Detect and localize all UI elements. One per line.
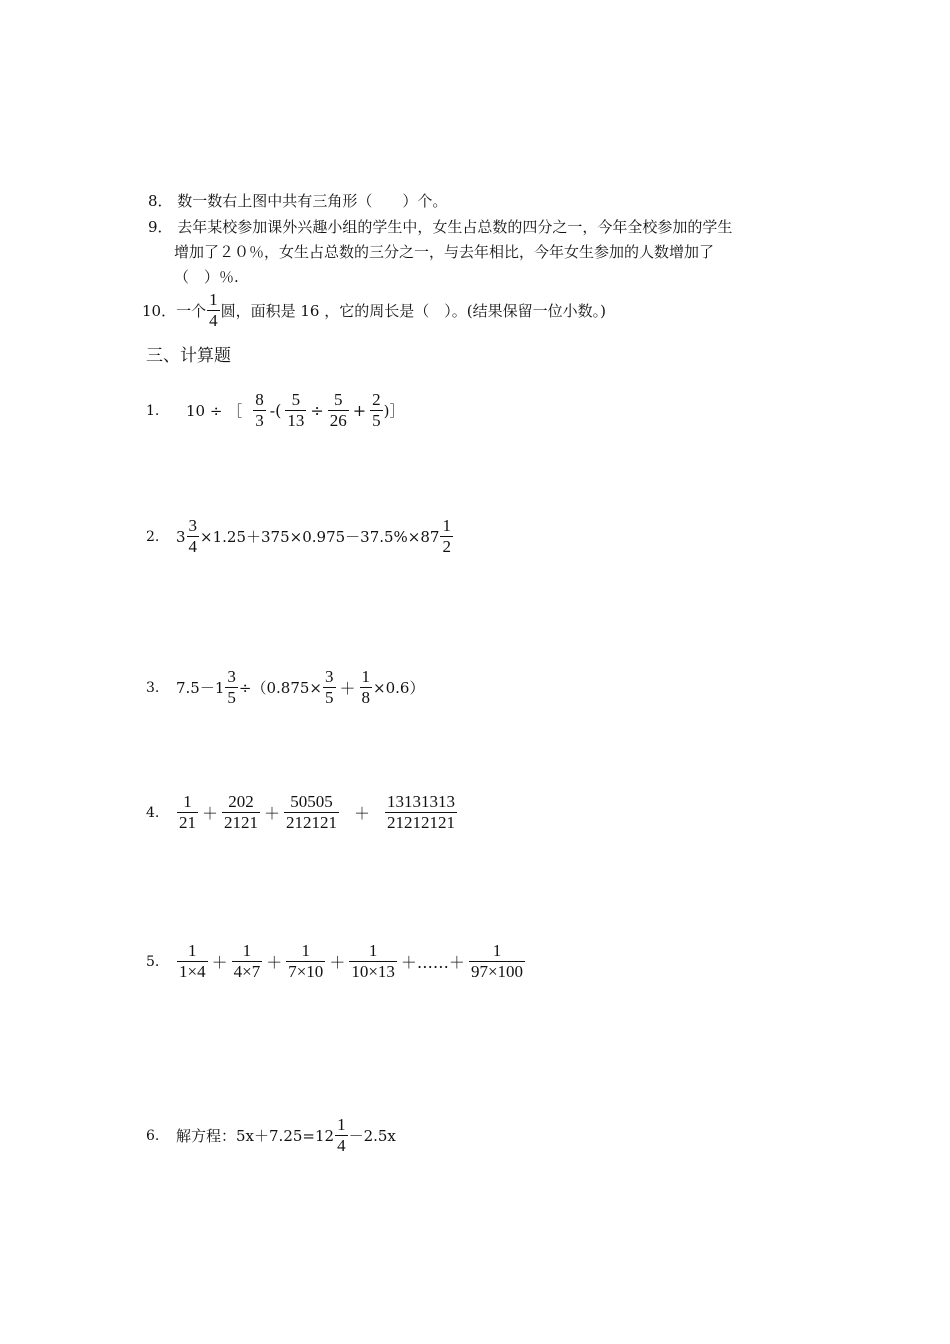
numerator: 13131313 <box>387 792 456 811</box>
denominator: 1×4 <box>179 962 206 981</box>
numerator: 1 <box>492 941 502 960</box>
problem-5 <box>146 941 526 982</box>
fraction <box>222 792 260 833</box>
numerator: 3 <box>325 667 334 686</box>
question-10-suffix: 圆，面积是 16 ，它的周长是（ ）。(结果保留一位小数。) <box>220 301 606 320</box>
fraction <box>253 390 266 431</box>
numerator: 1 <box>368 941 378 960</box>
denominator: 4 <box>337 1136 346 1155</box>
numerator: 2 <box>372 390 381 409</box>
question-8-text: 8． 数一数右上图中共有三角形（ ）个。 <box>148 192 448 210</box>
denominator: 212121 <box>286 813 338 832</box>
numerator: 1 <box>442 516 451 535</box>
numerator: 1 <box>337 1115 346 1134</box>
numerator: 3 <box>227 667 236 686</box>
problem-6-lead: 解方程：5x＋7.25=12 <box>176 1127 335 1145</box>
problem-label: 1. <box>146 402 160 419</box>
fraction <box>328 390 349 431</box>
denominator: 7×10 <box>288 962 324 981</box>
fraction <box>177 792 198 833</box>
fraction <box>385 792 457 833</box>
operator: ÷ <box>310 401 324 420</box>
problem-1 <box>146 390 405 431</box>
problem-label: 6. <box>146 1127 160 1144</box>
denominator: 13 <box>287 411 305 430</box>
denominator: 97×100 <box>470 962 524 981</box>
operator: ＋ <box>211 953 228 972</box>
question-9-line-2: 增加了２０％，女生占总数的三分之一，与去年相比，今年女生参加的人数增加了 <box>174 243 715 261</box>
problem-3-tail: ×0.6） <box>373 679 425 697</box>
fraction <box>469 941 525 982</box>
operator: ＋……＋ <box>400 953 465 972</box>
question-9-line-3: （ ）％. <box>174 268 239 286</box>
problem-4 <box>146 792 458 833</box>
problem-1-tail: )］ <box>383 402 405 420</box>
denominator: 26 <box>329 411 347 430</box>
fraction <box>370 390 383 431</box>
denominator: 2 <box>442 537 451 556</box>
denominator: 4 <box>188 537 198 556</box>
operator: ＋ <box>329 953 346 972</box>
fraction <box>440 516 453 557</box>
question-8 <box>148 190 447 212</box>
problem-6 <box>146 1115 396 1156</box>
problem-2-middle: ×1.25＋375×0.975－37.5%×87 <box>200 528 440 546</box>
section-title: 三、计算题 <box>146 346 231 366</box>
denominator: 3 <box>255 411 264 430</box>
fraction <box>335 1115 348 1156</box>
denominator: 21212121 <box>387 813 456 832</box>
question-10-prefix: 10．一个 <box>142 301 207 320</box>
mixed-whole: 3 <box>176 527 186 546</box>
numerator: 1 <box>209 290 218 309</box>
operator: + <box>352 401 367 420</box>
problem-3-lead: 7.5－1 <box>176 679 225 697</box>
operator: ＋ <box>339 679 356 698</box>
denominator: 2121 <box>224 813 259 832</box>
question-10 <box>142 290 606 331</box>
problem-label: 4. <box>146 804 160 821</box>
numerator: 1 <box>242 941 252 960</box>
problem-2 <box>146 516 454 557</box>
numerator: 5 <box>291 390 301 409</box>
fraction <box>207 290 220 331</box>
numerator: 1 <box>361 667 371 686</box>
numerator: 8 <box>255 390 264 409</box>
denominator: 10×13 <box>351 962 395 981</box>
problem-label: 5. <box>146 953 160 970</box>
question-9-line-1: 9． 去年某校参加课外兴趣小组的学生中，女生占总数的四分之一，今年全校参加的学生 <box>148 218 733 236</box>
operator: ＋ <box>354 804 371 823</box>
fraction <box>284 792 339 833</box>
denominator: 8 <box>361 688 371 707</box>
fraction <box>349 941 397 982</box>
denominator: 5 <box>325 688 334 707</box>
numerator: 50505 <box>290 792 333 811</box>
fraction <box>225 667 238 708</box>
problem-1-lead: 10 ÷ ［ <box>186 402 243 420</box>
denominator: 5 <box>372 411 381 430</box>
numerator: 1 <box>301 941 311 960</box>
fraction <box>286 941 325 982</box>
fraction <box>285 390 306 431</box>
fraction <box>177 941 208 982</box>
denominator: 4 <box>209 311 218 330</box>
fraction <box>360 667 373 708</box>
numerator: 202 <box>228 792 254 811</box>
fraction <box>232 941 263 982</box>
fraction <box>187 516 200 557</box>
fraction <box>323 667 336 708</box>
problem-6-tail: －2.5x <box>348 1127 396 1145</box>
problem-3-middle: ÷（0.875× <box>238 679 322 697</box>
denominator: 5 <box>227 688 236 707</box>
numerator: 5 <box>334 390 343 409</box>
denominator: 4×7 <box>233 962 261 981</box>
operator: ＋ <box>264 804 281 823</box>
problem-3 <box>146 667 424 708</box>
numerator: 1 <box>183 792 192 811</box>
operator: ＋ <box>202 804 219 823</box>
problem-label: 3. <box>146 679 160 696</box>
problem-label: 2. <box>146 528 160 545</box>
operator: -( <box>269 401 282 420</box>
numerator: 1 <box>188 941 197 960</box>
denominator: 21 <box>179 813 196 832</box>
operator: ＋ <box>266 953 283 972</box>
numerator: 3 <box>188 516 198 535</box>
